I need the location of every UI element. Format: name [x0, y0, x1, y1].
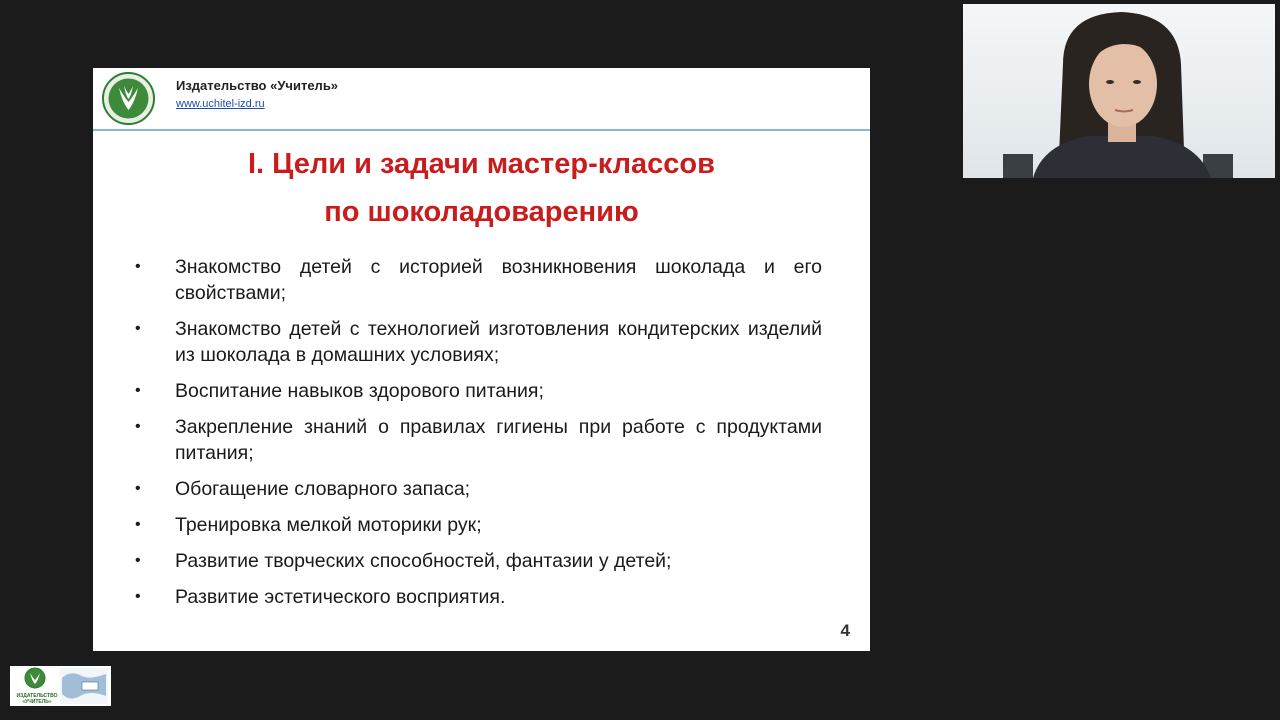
bullet-text: Развитие эстетического восприятия. [175, 586, 506, 608]
bullet-item [93, 548, 870, 574]
goals-bullet-list [93, 254, 870, 620]
corner-publisher-logo [10, 666, 111, 706]
bullet-item [93, 254, 870, 306]
bullet-dot: • [135, 552, 141, 569]
publisher-name: Издательство «Учитель» [176, 78, 339, 93]
bullet-dot: • [135, 588, 141, 605]
bullet-item [93, 378, 870, 404]
bullet-item [93, 476, 870, 502]
corner-logo-caption: ИЗДАТЕЛЬСТВО «УЧИТЕЛЬ» [16, 693, 58, 705]
publisher-url-link[interactable]: www.uchitel-izd.ru [176, 98, 265, 110]
bullet-text: Воспитание навыков здорового питания; [175, 380, 544, 402]
slide-header [93, 68, 870, 130]
bullet-text: Тренировка мелкой моторики рук; [175, 514, 482, 536]
bullet-text: Закрепление знаний о правилах гигиены при работе с продуктами питания; [175, 416, 822, 464]
bullet-text: Обогащение словарного запаса; [175, 478, 471, 500]
bullet-dot: • [135, 382, 141, 399]
bullet-text: Знакомство детей с историей возникновения шоколада и его свойствами; [175, 256, 822, 304]
webcam-video[interactable] [963, 4, 1275, 178]
bullet-item [93, 512, 870, 538]
bullet-dot: • [135, 320, 141, 337]
bullet-item [93, 414, 870, 466]
presenter-silhouette [963, 4, 1275, 178]
slide-page-number: 4 [840, 621, 850, 640]
bullet-dot: • [135, 516, 141, 533]
bullet-item [93, 316, 870, 368]
presentation-slide [93, 68, 870, 651]
slide-title-line-2: по шоколадоварению [324, 196, 639, 228]
slide-title-line-1: I. Цели и задачи мастер-классов [248, 148, 715, 180]
slide-title [93, 140, 870, 236]
bullet-text: Развитие творческих способностей, фантазии у детей; [175, 550, 672, 572]
bullet-dot: • [135, 480, 141, 497]
bullet-item [93, 584, 870, 610]
publisher-logo-icon [102, 72, 155, 125]
bullet-dot: • [135, 258, 141, 275]
bullet-text: Знакомство детей с технологией изготовления кондитерских изделий из шоколада в домашних условиях; [175, 318, 822, 366]
header-divider [93, 129, 870, 131]
bullet-dot: • [135, 418, 141, 435]
